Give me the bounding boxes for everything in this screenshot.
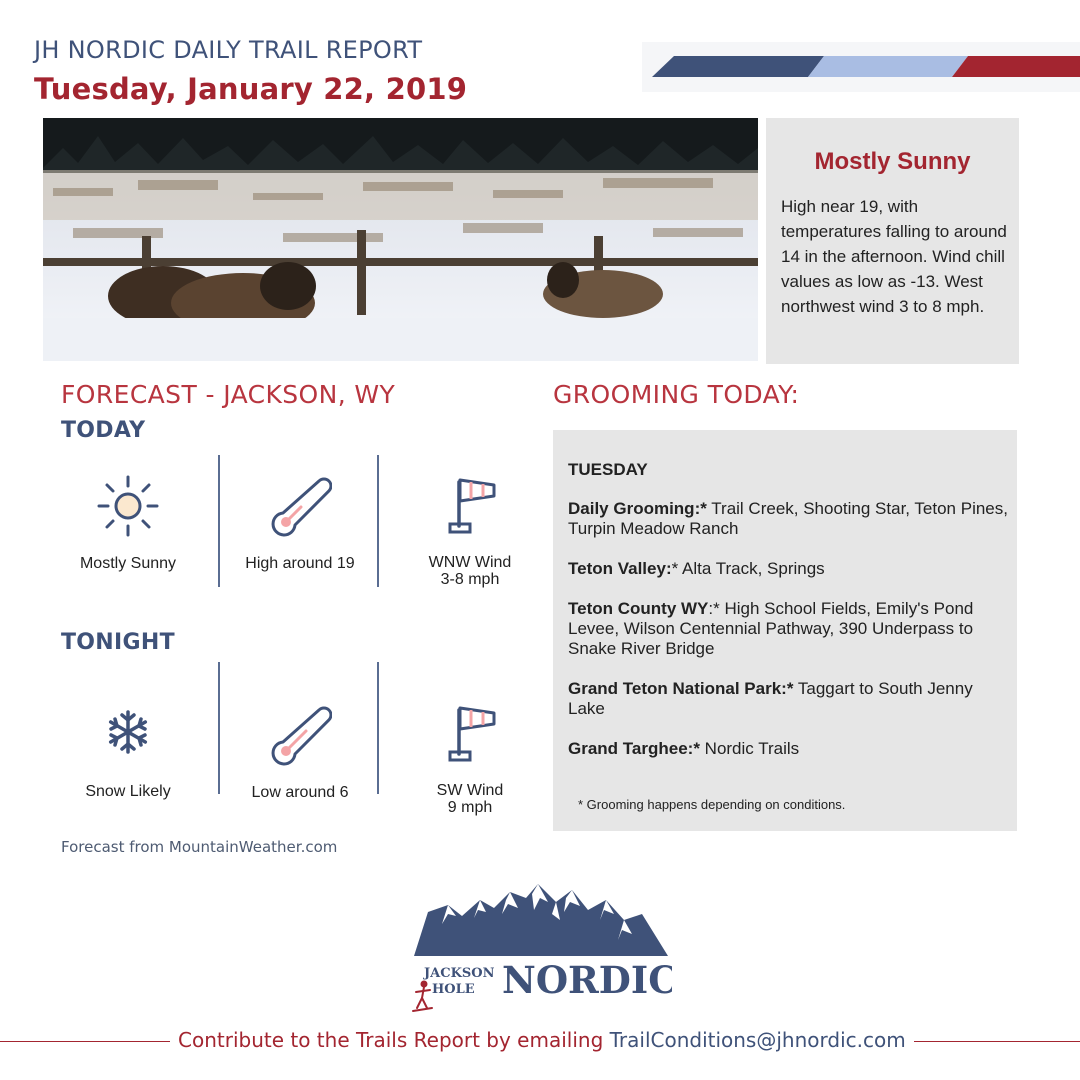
grooming-panel <box>553 430 1017 831</box>
grooming-item-label: Grand Teton National Park:* <box>568 679 794 698</box>
tonight-wind-direction: SW Wind <box>436 782 504 799</box>
footer-email-link[interactable]: TrailConditions@jhnordic.com <box>609 1028 906 1052</box>
skier-icon <box>413 982 432 1012</box>
report-title: JH NORDIC DAILY TRAIL REPORT <box>34 36 423 64</box>
decorative-stripes <box>642 42 1080 92</box>
grooming-title: GROOMING TODAY: <box>553 380 800 409</box>
thermometer-icon <box>270 705 332 772</box>
grooming-item-text: Trail Creek, Shooting Star, Teton Pines, Turpin Meadow Ranch <box>568 499 1008 538</box>
grooming-item-label: Teton Valley: <box>568 559 672 578</box>
footer-text: Contribute to the Trails Report by emailing <box>178 1028 610 1052</box>
grooming-item-label: Grand Targhee:* <box>568 739 700 758</box>
grooming-item-text: Taggart to South Jenny Lake <box>568 679 973 718</box>
footer-contribute-text <box>178 1028 906 1052</box>
today-wind-direction: WNW Wind <box>428 554 512 571</box>
tonight-heading: TONIGHT <box>61 630 175 655</box>
tonight-wind-label <box>400 782 540 816</box>
logo-word: NORDIC <box>502 958 672 1002</box>
divider <box>377 662 379 794</box>
weather-description: High near 19, with temperatures falling to around 14 in the afternoon. Wind chill values as low as -13. West northwest wind 3 to 8 mph. <box>781 197 1007 316</box>
windsock-icon <box>446 476 498 543</box>
forecast-source: Forecast from MountainWeather.com <box>61 838 338 856</box>
tonight-wind-speed: 9 mph <box>447 799 493 816</box>
grooming-item <box>568 559 1013 579</box>
today-wind-label <box>400 554 540 588</box>
sun-icon <box>96 474 160 543</box>
grooming-item-label: Daily Grooming:* <box>568 499 707 518</box>
grooming-note: * Grooming happens depending on conditions. <box>578 797 846 812</box>
grooming-item <box>568 679 1013 719</box>
divider <box>377 455 379 587</box>
grooming-item <box>568 499 1013 539</box>
grooming-item <box>568 599 1013 659</box>
footer-line-right <box>914 1041 1080 1042</box>
grooming-item-text: * Alta Track, Springs <box>671 559 825 578</box>
tonight-temp-label: Low around 6 <box>251 784 349 801</box>
crimson-stripe <box>952 56 1080 77</box>
jackson-hole-nordic-logo <box>410 880 672 1015</box>
grooming-item <box>568 739 1013 759</box>
today-wind-speed: 3-8 mph <box>440 571 500 588</box>
logo-line-1: JACKSON <box>424 966 495 981</box>
windsock-icon <box>446 704 498 771</box>
navy-stripe <box>652 56 824 77</box>
light-blue-stripe <box>808 56 968 77</box>
report-date: Tuesday, January 22, 2019 <box>34 72 468 106</box>
snowflake-icon <box>106 710 150 759</box>
grooming-item-label: Teton County WY <box>568 599 709 618</box>
today-condition-label: Mostly Sunny <box>79 555 177 572</box>
bison-photo <box>43 118 758 361</box>
today-heading: TODAY <box>61 418 146 443</box>
weather-headline: Mostly Sunny <box>814 148 971 175</box>
divider <box>218 455 220 587</box>
thermometer-icon <box>270 476 332 543</box>
grooming-day: TUESDAY <box>568 460 648 479</box>
divider <box>218 662 220 794</box>
grooming-item-text: :* High School Fields, Emily's Pond Levee, Wilson Centennial Pathway, 390 Underpass to Snake River Bridge <box>568 599 974 658</box>
today-temp-label: High around 19 <box>245 555 355 572</box>
footer-line-left <box>0 1041 170 1042</box>
grooming-item-text: Nordic Trails <box>699 739 800 758</box>
weather-summary-panel <box>766 118 1019 364</box>
logo-line-2: HOLE <box>432 982 475 997</box>
tonight-condition-label: Snow Likely <box>85 783 171 800</box>
forecast-title: FORECAST - JACKSON, WY <box>61 380 396 409</box>
